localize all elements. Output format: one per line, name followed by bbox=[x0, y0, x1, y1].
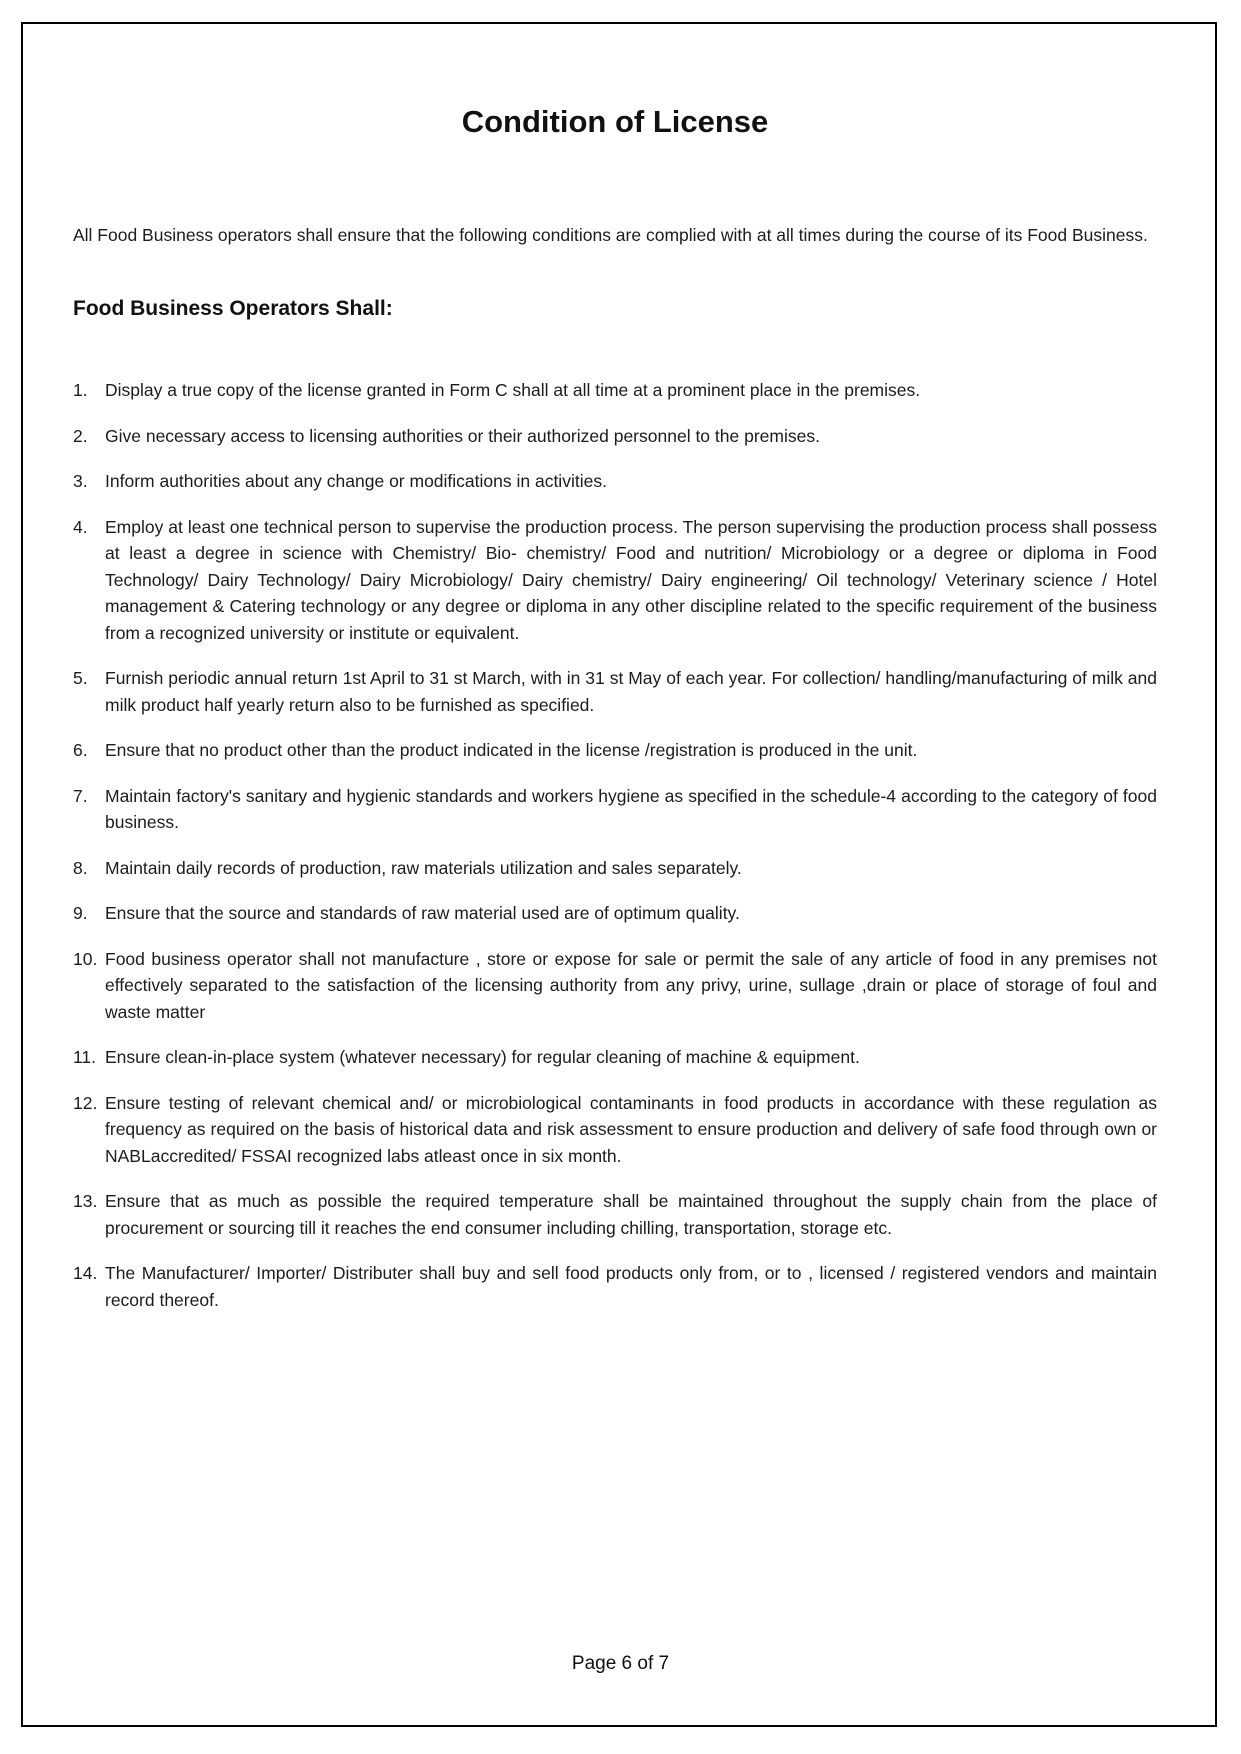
list-item-number: 14. bbox=[73, 1263, 98, 1283]
list-item bbox=[73, 1188, 1157, 1241]
list-item-text: Display a true copy of the license granted in Form C shall at all time at a prominent place in the premises. bbox=[105, 380, 921, 400]
list-item-number: 11. bbox=[73, 1047, 97, 1067]
list-item-text: Employ at least one technical person to supervise the production process. The person supervising the production process shall possess at least a degree in science with Chemistry/ Bio- chemistry/ Food and nutrition/ Microbiology or a degree or diploma in Food Technology/ Dairy Technology/ Dairy Microbiology/ Dairy chemistry/ Dairy engineering/ Oil technology/ Veterinary science / Hotel management & Catering technology or any degree or diploma in any other discipline related to the specific requirement of the business from a recognized university or institute or equivalent. bbox=[105, 516, 1157, 643]
list-item-number: 8. bbox=[73, 857, 88, 878]
list-item-number: 9. bbox=[73, 903, 88, 923]
list-item-text: Food business operator shall not manufacture , store or expose for sale or permit the sale of any article of food in any premises not effectively separated to the satisfaction of the licensing authority from any privy, urine, sullage ,drain or place of storage of foul and waste matter bbox=[105, 948, 1157, 1022]
page-content bbox=[73, 0, 1157, 1332]
list-item-text: Ensure that no product other than the product indicated in the license /registration is produced in the unit. bbox=[105, 740, 918, 760]
list-item bbox=[73, 514, 1157, 647]
list-item-text: Ensure clean-in-place system (whatever necessary) for regular cleaning of machine & equipment. bbox=[105, 1047, 860, 1067]
list-item bbox=[73, 665, 1157, 718]
list-item bbox=[73, 783, 1157, 836]
list-item-text: Ensure that as much as possible the required temperature shall be maintained throughout the supply chain from the place of procurement or sourcing till it reaches the end consumer including chilling, transportation, storage etc. bbox=[105, 1191, 1157, 1238]
list-item-number: 7. bbox=[73, 785, 88, 806]
list-item bbox=[73, 1090, 1157, 1170]
section-heading: Food Business Operators Shall: bbox=[73, 297, 393, 320]
list-item-number: 5. bbox=[73, 668, 88, 688]
list-item-number: 4. bbox=[73, 516, 88, 537]
list-item-number: 2. bbox=[73, 425, 88, 446]
list-item-number: 10. bbox=[73, 948, 98, 969]
list-item-text: Furnish periodic annual return 1st April to 31 st March, with in 31 st May of each year. For collection/ handling/manufacturing of milk and milk product half yearly return also to be furnished as specified. bbox=[105, 668, 1157, 715]
list-item bbox=[73, 900, 1157, 927]
list-item-text: Maintain factory's sanitary and hygienic standards and workers hygiene as specified in the schedule-4 according to the category of food business. bbox=[105, 785, 1157, 832]
page-number: Page 6 of 7 bbox=[571, 1653, 670, 1674]
page-title: Condition of License bbox=[461, 104, 769, 139]
list-item-number: 6. bbox=[73, 740, 88, 760]
list-item-text: Ensure testing of relevant chemical and/ or microbiological contaminants in food products in accordance with these regulation as frequency as required on the basis of historical data and risk assessment to ensure production and delivery of safe food through own or NABLaccredited/ FSSAI recognized labs atleast once in six month. bbox=[105, 1092, 1157, 1166]
list-item bbox=[73, 946, 1157, 1026]
list-item bbox=[73, 468, 1157, 495]
list-item-text: Give necessary access to licensing authorities or their authorized personnel to the premises. bbox=[105, 425, 820, 446]
conditions-list bbox=[73, 377, 1157, 1313]
list-item bbox=[73, 1260, 1157, 1313]
list-item-text: Ensure that the source and standards of raw material used are of optimum quality. bbox=[105, 903, 740, 923]
list-item-number: 13. bbox=[73, 1191, 98, 1211]
list-item bbox=[73, 423, 1157, 450]
list-item bbox=[73, 737, 1157, 764]
list-item bbox=[73, 1044, 1157, 1071]
list-item-text: Maintain daily records of production, raw materials utilization and sales separately. bbox=[105, 857, 742, 878]
list-item-text: The Manufacturer/ Importer/ Distributer shall buy and sell food products only from, or to , licensed / registered vendors and maintain record thereof. bbox=[105, 1263, 1157, 1310]
list-item-number: 12. bbox=[73, 1092, 98, 1113]
intro-paragraph: All Food Business operators shall ensure that the following conditions are complied with at all times during the course of its Food Business. bbox=[73, 225, 1148, 245]
list-item-text: Inform authorities about any change or modifications in activities. bbox=[105, 471, 607, 491]
list-item-number: 1. bbox=[73, 380, 88, 400]
list-item-number: 3. bbox=[73, 471, 88, 491]
list-item bbox=[73, 377, 1157, 404]
list-item bbox=[73, 855, 1157, 882]
